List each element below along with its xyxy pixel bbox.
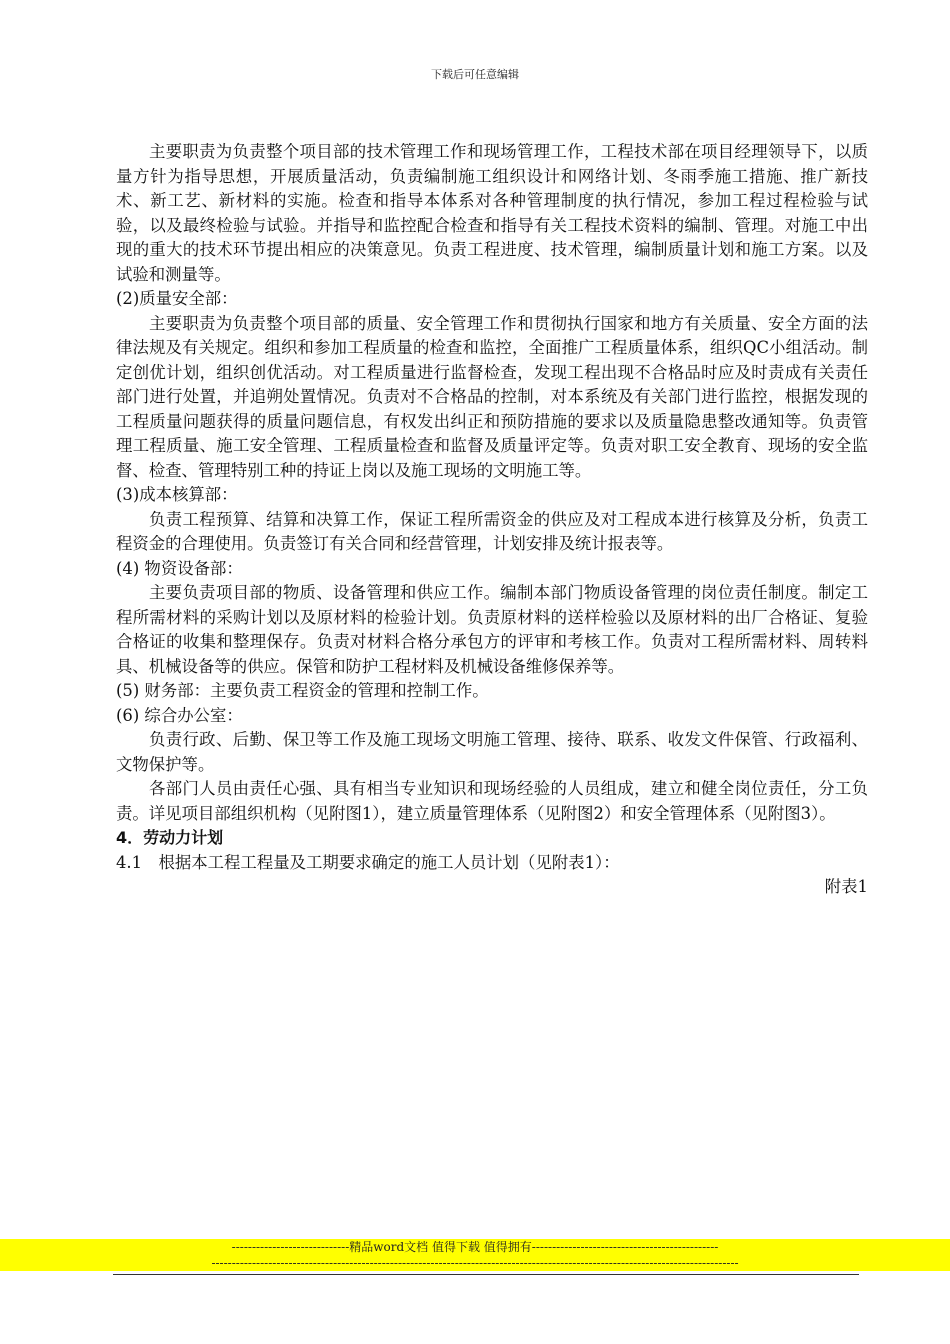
heading-quality-safety-dept: (2)质量安全部： — [116, 289, 238, 308]
footer-line-2-text: ---------------------------------------------------------------------------------------------------------------------------------- — [211, 1256, 739, 1270]
footer-watermark — [0, 1239, 950, 1271]
footer-line-1 — [0, 1239, 950, 1255]
paragraph-cost-accounting-dept: 负责工程预算、结算和决算工作，保证工程所需资金的供应及对工程成本进行核算及分析，负责工程资金的合理使用。负责签订有关合同和经营管理，计划安排及统计报表等。 — [116, 509, 868, 553]
footer-rule — [113, 1274, 859, 1275]
paragraph-general-office: 负责行政、后勤、保卫等工作及施工现场文明施工管理、接待、联系、收发文件保管、行政福利、文物保护等。 — [116, 730, 868, 774]
footer-line-2 — [0, 1255, 950, 1271]
heading-finance-dept: (5) 财务部：主要负责工程资金的管理和控制工作。 — [116, 681, 489, 700]
clause-4-1: 4.1 根据本工程工程量及工期要求确定的施工人员计划（见附表1）： — [116, 852, 620, 872]
paragraph-staffing-summary: 各部门人员由责任心强、具有相当专业知识和现场经验的人员组成，建立和健全岗位责任，分工负责。详见项目部组织机构（见附图1），建立质量管理体系（见附图2）和安全管理体系（见附图3）。 — [116, 779, 868, 823]
paragraph-materials-equipment-dept: 主要负责项目部的物质、设备管理和供应工作。编制本部门物质设备管理的岗位责任制度。制定工程所需材料的采购计划以及原材料的检验计划。负责原材料的送样检验以及原材料的出厂合格证、复验合格证的收集和整理保存。负责对材料合格分承包方的评审和考核工作。负责对工程所需材料、周转料具、机械设备等的供应。保管和防护工程材料及机械设备维修保养等。 — [116, 583, 868, 676]
page-header: 下载后可任意编辑 — [431, 68, 519, 81]
heading-cost-accounting-dept: (3)成本核算部： — [116, 485, 238, 504]
heading-materials-equipment-dept: (4) 物资设备部： — [116, 558, 243, 578]
document-body — [116, 140, 868, 900]
paragraph-technical-dept: 主要职责为负责整个项目部的技术管理工作和现场管理工作，工程技术部在项目经理领导下，以质量方针为指导思想，开展质量活动，负责编制施工组织设计和网络计划、冬雨季施工措施、推广新技术、新工艺、新材料的实施。检查和指导本体系对各种管理制度的执行情况，参加工程过程检验与试验，以及最终检验与试验。并指导和监控配合检查和指导有关工程技术资料的编制、管理。对施工中出现的重大的技术环节提出相应的决策意见。负责工程进度、技术管理，编制质量计划和施工方案。以及试验和测量等。 — [116, 142, 868, 284]
paragraph-quality-safety-dept: 主要职责为负责整个项目部的质量、安全管理工作和贯彻执行国家和地方有关质量、安全方面的法律法规及有关规定。组织和参加工程质量的检查和监控，全面推广工程质量体系，组织QC小组活动。制定创优计划，组织创优活动。对工程质量进行监督检查，发现工程出现不合格品时应及时责成有关责任部门进行处置，并追朔处置情况。负责对不合格品的控制，对本系统及有关部门进行监控，根据发现的工程质量问题获得的质量问题信息，有权发出纠正和预防措施的要求以及质量隐患整改通知等。负责管理工程质量、施工安全管理、工程质量检查和监督及质量评定等。负责对职工安全教育、现场的安全监督、检查、管理特别工种的持证上岗以及施工现场的文明施工等。 — [116, 313, 868, 480]
heading-general-office: (6) 综合办公室： — [116, 705, 243, 725]
footer-line-1-text: -----------------------------精品word文档 值得下载 值得拥有---------------------------------------------- — [231, 1240, 719, 1254]
table-caption: 附表1 — [824, 877, 868, 896]
section-title-labor-plan: 4．劳动力计划 — [116, 828, 224, 847]
